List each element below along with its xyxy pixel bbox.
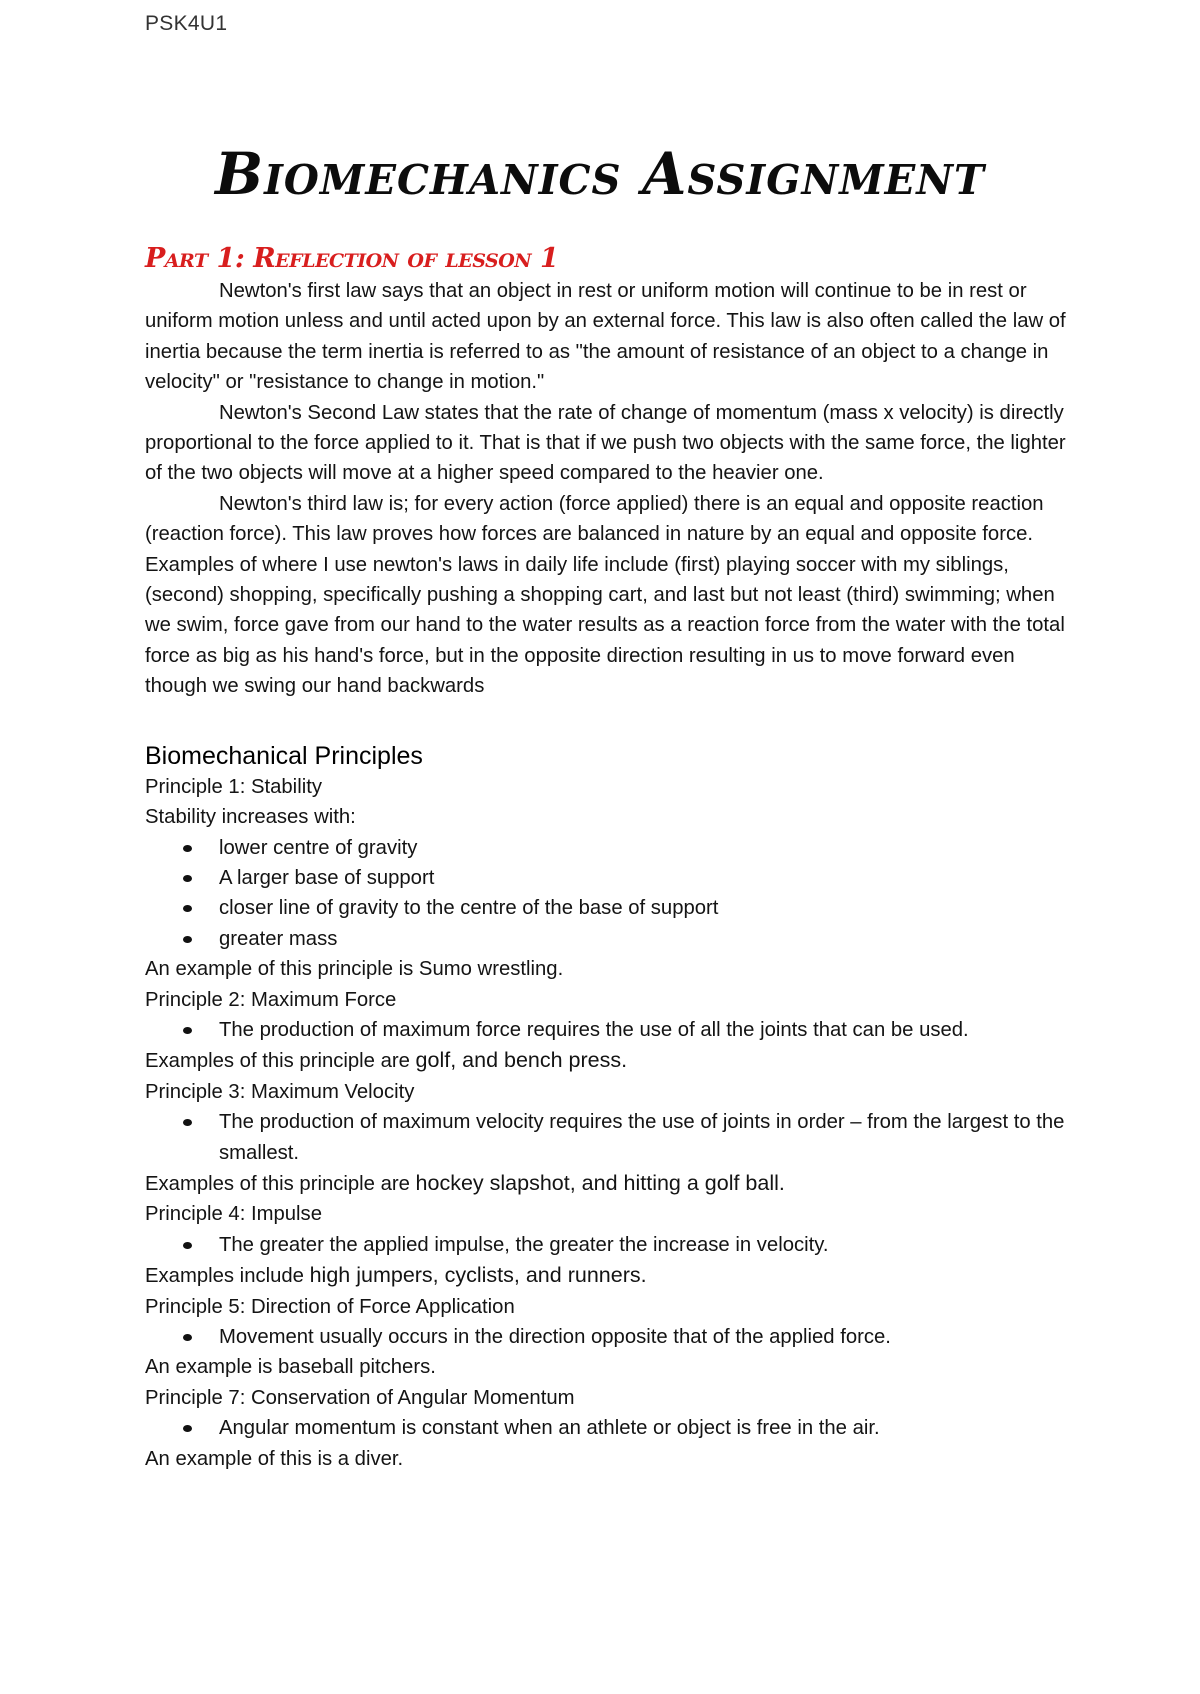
document-body — [145, 242, 1070, 1474]
list-item: greater mass — [219, 924, 1070, 954]
principle-2-example — [145, 1045, 1070, 1076]
principle-1-intro: Stability increases with: — [145, 806, 356, 829]
principle-2-list — [145, 1015, 1070, 1045]
example-prefix: Examples of this principle are — [145, 1172, 416, 1195]
principle-5-list — [145, 1322, 1070, 1352]
example-items: hockey slapshot, and hitting a golf ball. — [415, 1170, 785, 1195]
list-item: The production of maximum force requires the use of all the joints that can be used. — [219, 1015, 1070, 1045]
principle-4-list — [145, 1230, 1070, 1260]
list-item: Movement usually occurs in the direction opposite that of the applied force. — [219, 1322, 1070, 1352]
example-prefix: Examples of this principle are — [145, 1050, 416, 1073]
principle-5-example: An example is baseball pitchers. — [145, 1356, 436, 1379]
principle-2-title: Principle 2: Maximum Force — [145, 988, 397, 1011]
principle-3-title: Principle 3: Maximum Velocity — [145, 1080, 415, 1103]
principle-1-example: An example of this principle is Sumo wrestling. — [145, 958, 564, 981]
list-item: A larger base of support — [219, 863, 1070, 893]
principle-7-title: Principle 7: Conservation of Angular Momentum — [145, 1386, 575, 1409]
list-item: The production of maximum velocity requires the use of joints in order – from the largest to the smallest. — [219, 1107, 1070, 1168]
list-item: The greater the applied impulse, the greater the increase in velocity. — [219, 1230, 1070, 1260]
principle-1-title: Principle 1: Stability — [145, 775, 322, 798]
principle-7-example: An example of this is a diver. — [145, 1447, 404, 1470]
paragraph-first-law: Newton's first law says that an object in rest or uniform motion will continue to be in rest or uniform motion unless and until acted upon by an external force. This law is also often called the law of inertia because the term inertia is referred to as "the amount of resistance of an object to a change in velocity" or "resistance to change in motion." — [145, 280, 1066, 394]
part-1-heading: Part 1: Reflection of lesson 1 — [145, 243, 559, 274]
principle-7-list — [145, 1413, 1070, 1443]
principle-1-list — [145, 833, 1070, 955]
paragraph-third-law: Newton's third law is; for every action (force applied) there is an equal and opposite reaction (reaction force). This law proves how forces are balanced in nature by an equal and opposite force. Examples of where I use newton's laws in daily life include (first) playing soccer with my siblings, (second) shopping, specifically pushing a shopping cart, and last but not least (third) swimming; when we swim, force gave from our hand to the water results as a reaction force from the water with the total force as big as his hand's force, but in the opposite direction resulting in us to move forward even though we swing our hand backwards — [145, 492, 1065, 698]
principle-3-example — [145, 1168, 1070, 1199]
paragraph-second-law: Newton's Second Law states that the rate of change of momentum (mass x velocity) is directly proportional to the force applied to it. That is that if we push two objects with the same force, the lighter of the two objects will move at a higher speed compared to the heavier one. — [145, 401, 1066, 485]
example-prefix: Examples include — [145, 1265, 310, 1288]
list-item: Angular momentum is constant when an athlete or object is free in the air. — [219, 1413, 1070, 1443]
example-items: high jumpers, cyclists, and runners. — [309, 1263, 647, 1288]
list-item: closer line of gravity to the centre of the base of support — [219, 893, 1070, 923]
principle-4-example — [145, 1260, 1070, 1291]
principles-heading: Biomechanical Principles — [145, 741, 423, 770]
example-items: golf, and bench press. — [415, 1048, 628, 1073]
principle-3-list — [145, 1107, 1070, 1168]
principle-5-title: Principle 5: Direction of Force Application — [145, 1295, 515, 1318]
document-title: Biomechanics Assignment — [215, 140, 985, 208]
principle-4-title: Principle 4: Impulse — [145, 1203, 322, 1226]
list-item: lower centre of gravity — [219, 833, 1070, 863]
course-code: PSK4U1 — [145, 12, 228, 35]
